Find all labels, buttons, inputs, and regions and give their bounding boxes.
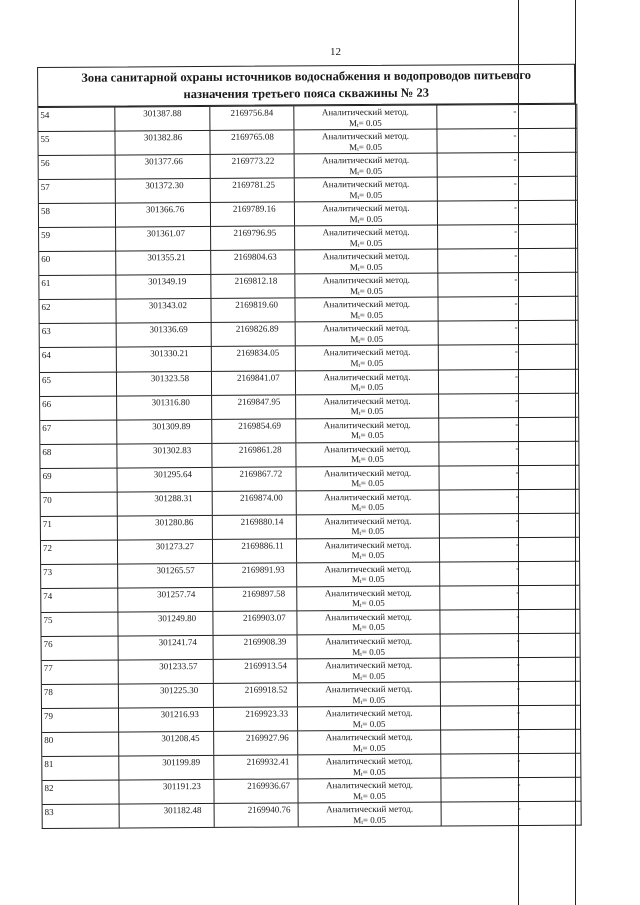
method-label: Аналитический метод. (325, 731, 413, 743)
table-row (42, 729, 580, 756)
coordinate-y: 2169804.63 (210, 251, 294, 275)
table-row (41, 464, 579, 491)
point-number: 80 (44, 735, 54, 746)
point-number: 70 (42, 494, 52, 505)
empty-cell (439, 610, 579, 634)
page-number: 12 (330, 46, 341, 58)
title-line: назначения третьего пояса скважины № 23 (183, 85, 430, 102)
table-row (40, 440, 578, 467)
dash-mark: - (516, 635, 520, 646)
method-label: Аналитический метод. (323, 347, 411, 358)
point-number: 54 (40, 109, 50, 120)
method-label: Аналитический метод. (323, 395, 411, 406)
document-sheet (37, 54, 582, 857)
accuracy-value: Mt= 0.05 (348, 117, 382, 129)
method-cell (294, 178, 437, 202)
coordinate-x: 301265.57 (117, 564, 212, 588)
coordinate-x: 301233.57 (118, 660, 213, 684)
accuracy-value: Mt= 0.05 (353, 790, 386, 802)
accuracy-value: Mt= 0.05 (349, 213, 383, 225)
method-label: Аналитический метод. (324, 515, 412, 527)
accuracy-value: Mt= 0.05 (351, 574, 385, 586)
coordinate-y: 2169908.39 (213, 635, 297, 659)
point-number: 61 (41, 278, 51, 289)
dash-mark: - (513, 178, 517, 189)
dash-mark: - (515, 394, 519, 405)
table-row (41, 561, 579, 588)
empty-cell (438, 321, 578, 345)
coordinate-x: 301182.48 (119, 804, 214, 828)
method-label: Аналитический метод. (325, 683, 413, 695)
coordinates-table (37, 104, 581, 830)
method-label: Аналитический метод. (322, 299, 411, 310)
method-label: Аналитический метод. (324, 491, 412, 503)
coordinate-y: 2169826.89 (211, 323, 295, 347)
dash-mark: - (515, 538, 520, 549)
point-number: 79 (43, 711, 54, 722)
accuracy-value: Mt= 0.05 (351, 478, 385, 490)
accuracy-value: Mt= 0.05 (349, 189, 383, 201)
coordinate-x: 301216.93 (118, 708, 213, 732)
point-number: 74 (43, 590, 53, 601)
dash-mark: - (514, 226, 518, 237)
accuracy-value: Mt= 0.05 (352, 670, 386, 682)
table-row (42, 777, 580, 804)
dash-mark: - (515, 514, 519, 525)
coordinate-y: 2169796.95 (210, 227, 294, 251)
point-number: 62 (41, 302, 51, 313)
method-cell (297, 683, 440, 707)
coordinate-y: 2169867.72 (212, 467, 296, 491)
method-cell (296, 538, 439, 562)
empty-cell (439, 465, 579, 489)
method-cell (294, 250, 437, 274)
coordinate-x: 301191.23 (118, 780, 213, 804)
empty-cell (437, 297, 577, 321)
empty-cell (436, 105, 576, 129)
coordinate-y: 2169773.22 (210, 155, 294, 179)
point-number: 77 (43, 662, 53, 674)
coordinate-y: 2169918.52 (213, 684, 297, 708)
dash-mark: - (515, 418, 519, 429)
empty-cell (437, 201, 577, 225)
point-number: 63 (41, 326, 51, 337)
method-cell (297, 755, 440, 779)
point-number: 83 (44, 807, 54, 818)
dash-mark: - (516, 707, 521, 718)
dash-mark: - (513, 202, 517, 213)
table-row (39, 152, 577, 179)
method-cell (297, 659, 440, 683)
accuracy-value: Mt= 0.05 (350, 285, 383, 297)
accuracy-value: Mt= 0.05 (352, 622, 385, 634)
accuracy-value: Mt= 0.05 (352, 646, 386, 658)
point-number: 55 (40, 133, 50, 145)
coordinate-x: 301387.88 (114, 107, 209, 131)
dash-mark: - (514, 322, 518, 333)
title-line: Зона санитарной охраны источников водоснабжения и водопроводов питьевого (81, 67, 532, 85)
method-label: Аналитический метод. (322, 178, 410, 190)
method-cell (294, 298, 437, 322)
coordinate-y: 2169940.76 (214, 804, 298, 828)
point-number: 66 (42, 398, 52, 409)
dash-mark: - (516, 683, 520, 694)
empty-cell (440, 730, 580, 754)
empty-cell (437, 225, 577, 249)
coordinate-y: 2169841.07 (211, 371, 295, 395)
table-row (40, 392, 578, 419)
coordinate-x: 301241.74 (118, 636, 213, 660)
table-row (38, 104, 576, 131)
coordinate-x: 301280.86 (117, 516, 212, 540)
coordinate-y: 2169897.58 (212, 587, 296, 611)
empty-cell (440, 754, 580, 778)
dash-mark: - (515, 490, 519, 501)
point-number: 71 (42, 518, 52, 529)
coordinate-y: 2169854.69 (211, 419, 295, 443)
coordinate-x: 301249.80 (117, 612, 212, 636)
table-row (38, 128, 576, 155)
table-row (41, 488, 579, 515)
point-number: 64 (41, 350, 51, 361)
method-cell (294, 202, 437, 226)
dash-mark: - (516, 659, 520, 670)
coordinate-x: 301382.86 (114, 131, 209, 155)
method-label: Аналитический метод. (321, 106, 409, 118)
empty-cell (437, 153, 577, 177)
coordinate-x: 301225.30 (118, 684, 213, 708)
coordinate-x: 301288.31 (117, 492, 212, 516)
accuracy-value: Mt= 0.05 (350, 405, 384, 418)
coordinate-y: 2169880.14 (212, 515, 296, 539)
table-row (42, 633, 580, 660)
accuracy-value: Mt= 0.05 (349, 141, 382, 153)
point-number: 69 (42, 470, 52, 481)
empty-cell (438, 393, 578, 417)
coordinate-y: 2169903.07 (212, 611, 296, 635)
method-cell (296, 611, 439, 635)
empty-cell (439, 562, 579, 586)
point-number: 73 (43, 566, 53, 577)
method-label: Аналитический метод. (324, 539, 412, 551)
coordinate-y: 2169847.95 (211, 395, 295, 419)
method-cell (294, 274, 437, 298)
coordinate-y: 2169932.41 (213, 756, 297, 780)
method-cell (295, 346, 438, 370)
method-label: Аналитический метод. (325, 755, 413, 767)
table-row (40, 416, 578, 443)
dash-mark: - (514, 346, 518, 357)
method-label: Аналитический метод. (323, 419, 411, 430)
point-number: 67 (42, 422, 52, 433)
accuracy-value: Mt= 0.05 (350, 357, 384, 370)
method-label: Аналитический метод. (325, 635, 413, 647)
empty-cell (436, 129, 576, 153)
method-cell (297, 635, 440, 659)
dash-mark: - (513, 130, 517, 141)
table-row (39, 296, 577, 323)
method-cell (297, 731, 440, 755)
table-row (42, 657, 580, 684)
table-row (42, 753, 580, 780)
empty-cell (440, 634, 580, 658)
coordinate-y: 2169927.96 (213, 732, 297, 756)
accuracy-value: Mt= 0.05 (352, 742, 386, 754)
point-number: 56 (40, 158, 50, 169)
point-number: 78 (43, 687, 53, 698)
method-cell (293, 130, 436, 154)
table-row (40, 320, 578, 347)
method-cell (297, 779, 440, 803)
empty-cell (437, 273, 577, 297)
dash-mark: - (514, 250, 518, 261)
dash-mark: - (516, 611, 520, 622)
coordinate-x: 301295.64 (117, 468, 212, 492)
coordinate-y: 2169874.00 (212, 491, 296, 515)
method-cell (296, 490, 439, 514)
empty-cell (439, 538, 579, 562)
accuracy-value: Mt= 0.05 (353, 814, 387, 826)
table-row (41, 585, 579, 612)
method-label: Аналитический метод. (325, 780, 414, 791)
accuracy-value: Mt= 0.05 (352, 694, 386, 706)
accuracy-value: Mt= 0.05 (350, 381, 384, 394)
method-label: Аналитический метод. (325, 659, 413, 671)
empty-cell (440, 682, 580, 706)
method-cell (296, 562, 439, 586)
accuracy-value: Mt= 0.05 (352, 766, 386, 778)
accuracy-value: Mt= 0.05 (352, 718, 386, 730)
coordinate-y: 2169886.11 (212, 539, 296, 563)
accuracy-value: Mt= 0.05 (349, 261, 383, 273)
table-row (40, 368, 578, 395)
point-number: 59 (41, 230, 51, 241)
point-number: 68 (42, 446, 52, 457)
coordinate-x: 301323.58 (116, 371, 211, 395)
table-row (41, 609, 579, 636)
point-number: 57 (40, 182, 50, 193)
dash-mark: - (513, 154, 517, 165)
dash-mark: - (516, 562, 520, 573)
table-row (43, 801, 581, 828)
table-row (39, 200, 577, 227)
dash-mark: - (517, 731, 521, 742)
coordinate-y: 2169819.60 (210, 299, 294, 323)
method-label: Аналитический метод. (324, 563, 412, 575)
coordinate-x: 301366.76 (115, 203, 210, 227)
table-row (39, 272, 577, 299)
accuracy-value: Mt= 0.05 (350, 333, 384, 345)
accuracy-value: Mt= 0.05 (350, 429, 384, 442)
dash-mark: - (513, 106, 517, 117)
method-cell (294, 154, 437, 178)
coordinate-y: 2169891.93 (212, 563, 296, 587)
method-label: Аналитический метод. (321, 130, 410, 142)
coordinate-x: 301257.74 (117, 588, 212, 612)
accuracy-value: Mt= 0.05 (349, 165, 383, 177)
accuracy-value: Mt= 0.05 (351, 598, 385, 610)
table-row (39, 176, 577, 203)
table-row (39, 224, 577, 251)
method-label: Аналитический метод. (322, 251, 410, 262)
method-cell (295, 442, 438, 466)
method-cell (295, 370, 438, 394)
dash-mark: - (515, 442, 519, 453)
method-cell (296, 586, 439, 610)
accuracy-value: Mt= 0.05 (350, 309, 383, 321)
empty-cell (437, 177, 577, 201)
method-label: Аналитический метод. (322, 226, 410, 238)
coordinate-x: 301349.19 (115, 275, 210, 299)
coordinate-x: 301273.27 (117, 540, 212, 564)
empty-cell (439, 513, 579, 537)
point-number: 76 (43, 638, 53, 650)
empty-cell (440, 658, 580, 682)
empty-cell (437, 249, 577, 273)
table-row (40, 344, 578, 371)
coordinate-y: 2169913.54 (213, 660, 297, 684)
point-number: 60 (41, 254, 51, 265)
point-number: 58 (40, 206, 50, 217)
empty-cell (439, 489, 579, 513)
accuracy-value: Mt= 0.05 (349, 237, 383, 249)
dash-mark: - (515, 466, 519, 477)
method-label: Аналитический метод. (326, 804, 414, 815)
method-label: Аналитический метод. (322, 202, 410, 214)
coordinate-y: 2169812.18 (210, 275, 294, 299)
coordinate-x: 301309.89 (116, 420, 211, 444)
dash-mark: - (517, 755, 521, 766)
coordinate-y: 2169781.25 (210, 179, 294, 203)
empty-cell (439, 586, 579, 610)
accuracy-value: Mt= 0.05 (351, 550, 385, 562)
coordinate-y: 2169834.05 (211, 347, 295, 371)
point-number: 82 (44, 783, 54, 794)
method-label: Аналитический метод. (324, 611, 412, 623)
point-number: 81 (44, 759, 54, 770)
coordinate-x: 301208.45 (118, 732, 213, 756)
dash-mark: - (514, 274, 518, 285)
empty-cell (438, 345, 578, 369)
table-row (41, 537, 579, 564)
coordinate-x: 301355.21 (115, 251, 210, 275)
accuracy-value: Mt= 0.05 (351, 526, 385, 538)
method-label: Аналитический метод. (324, 587, 412, 599)
coordinate-x: 301199.89 (118, 756, 213, 780)
point-number: 75 (43, 614, 53, 625)
coordinate-x: 301316.80 (116, 396, 211, 420)
method-label: Аналитический метод. (323, 443, 411, 454)
method-cell (298, 803, 441, 827)
coordinate-y: 2169936.67 (213, 780, 297, 804)
empty-cell (441, 802, 581, 826)
method-cell (293, 106, 436, 130)
dash-mark: - (514, 298, 518, 309)
coordinate-y: 2169923.33 (213, 708, 297, 732)
method-cell (296, 466, 439, 490)
method-label: Аналитический метод. (322, 275, 410, 286)
coordinate-x: 301343.02 (115, 299, 210, 323)
coordinate-x: 301302.83 (116, 444, 211, 468)
coordinate-y: 2169789.16 (210, 203, 294, 227)
coordinate-y: 2169861.28 (211, 443, 295, 467)
method-cell (296, 514, 439, 538)
method-label: Аналитический метод. (322, 154, 410, 166)
accuracy-value: Mt= 0.05 (351, 502, 385, 514)
point-number: 65 (41, 374, 52, 385)
method-cell (297, 707, 440, 731)
method-cell (295, 418, 438, 442)
method-cell (294, 226, 437, 250)
coordinate-x: 301336.69 (116, 323, 211, 347)
coordinate-y: 2169756.84 (209, 106, 293, 130)
method-cell (295, 322, 438, 346)
table-row (42, 705, 580, 732)
method-label: Аналитический метод. (324, 467, 412, 478)
accuracy-value: Mt= 0.05 (351, 454, 384, 466)
method-label: Аналитический метод. (323, 323, 411, 334)
method-cell (295, 394, 438, 418)
table-row (39, 248, 577, 275)
coordinate-x: 301372.30 (115, 179, 210, 203)
dash-mark: - (517, 803, 521, 814)
empty-cell (440, 778, 580, 802)
point-number: 72 (42, 542, 53, 553)
table-title (37, 64, 575, 107)
empty-cell (438, 369, 578, 393)
method-label: Аналитический метод. (325, 707, 413, 719)
table-row (42, 681, 580, 708)
coordinate-x: 301361.07 (115, 227, 210, 251)
coordinate-x: 301330.21 (116, 347, 211, 371)
empty-cell (438, 417, 578, 441)
method-label: Аналитический метод. (323, 371, 411, 382)
coordinate-x: 301377.66 (115, 155, 210, 179)
empty-cell (440, 706, 580, 730)
dash-mark: - (517, 779, 521, 790)
coordinate-y: 2169765.08 (209, 130, 293, 154)
dash-mark: - (516, 587, 520, 598)
dash-mark: - (514, 370, 518, 381)
table-row (41, 512, 579, 539)
empty-cell (438, 441, 578, 465)
